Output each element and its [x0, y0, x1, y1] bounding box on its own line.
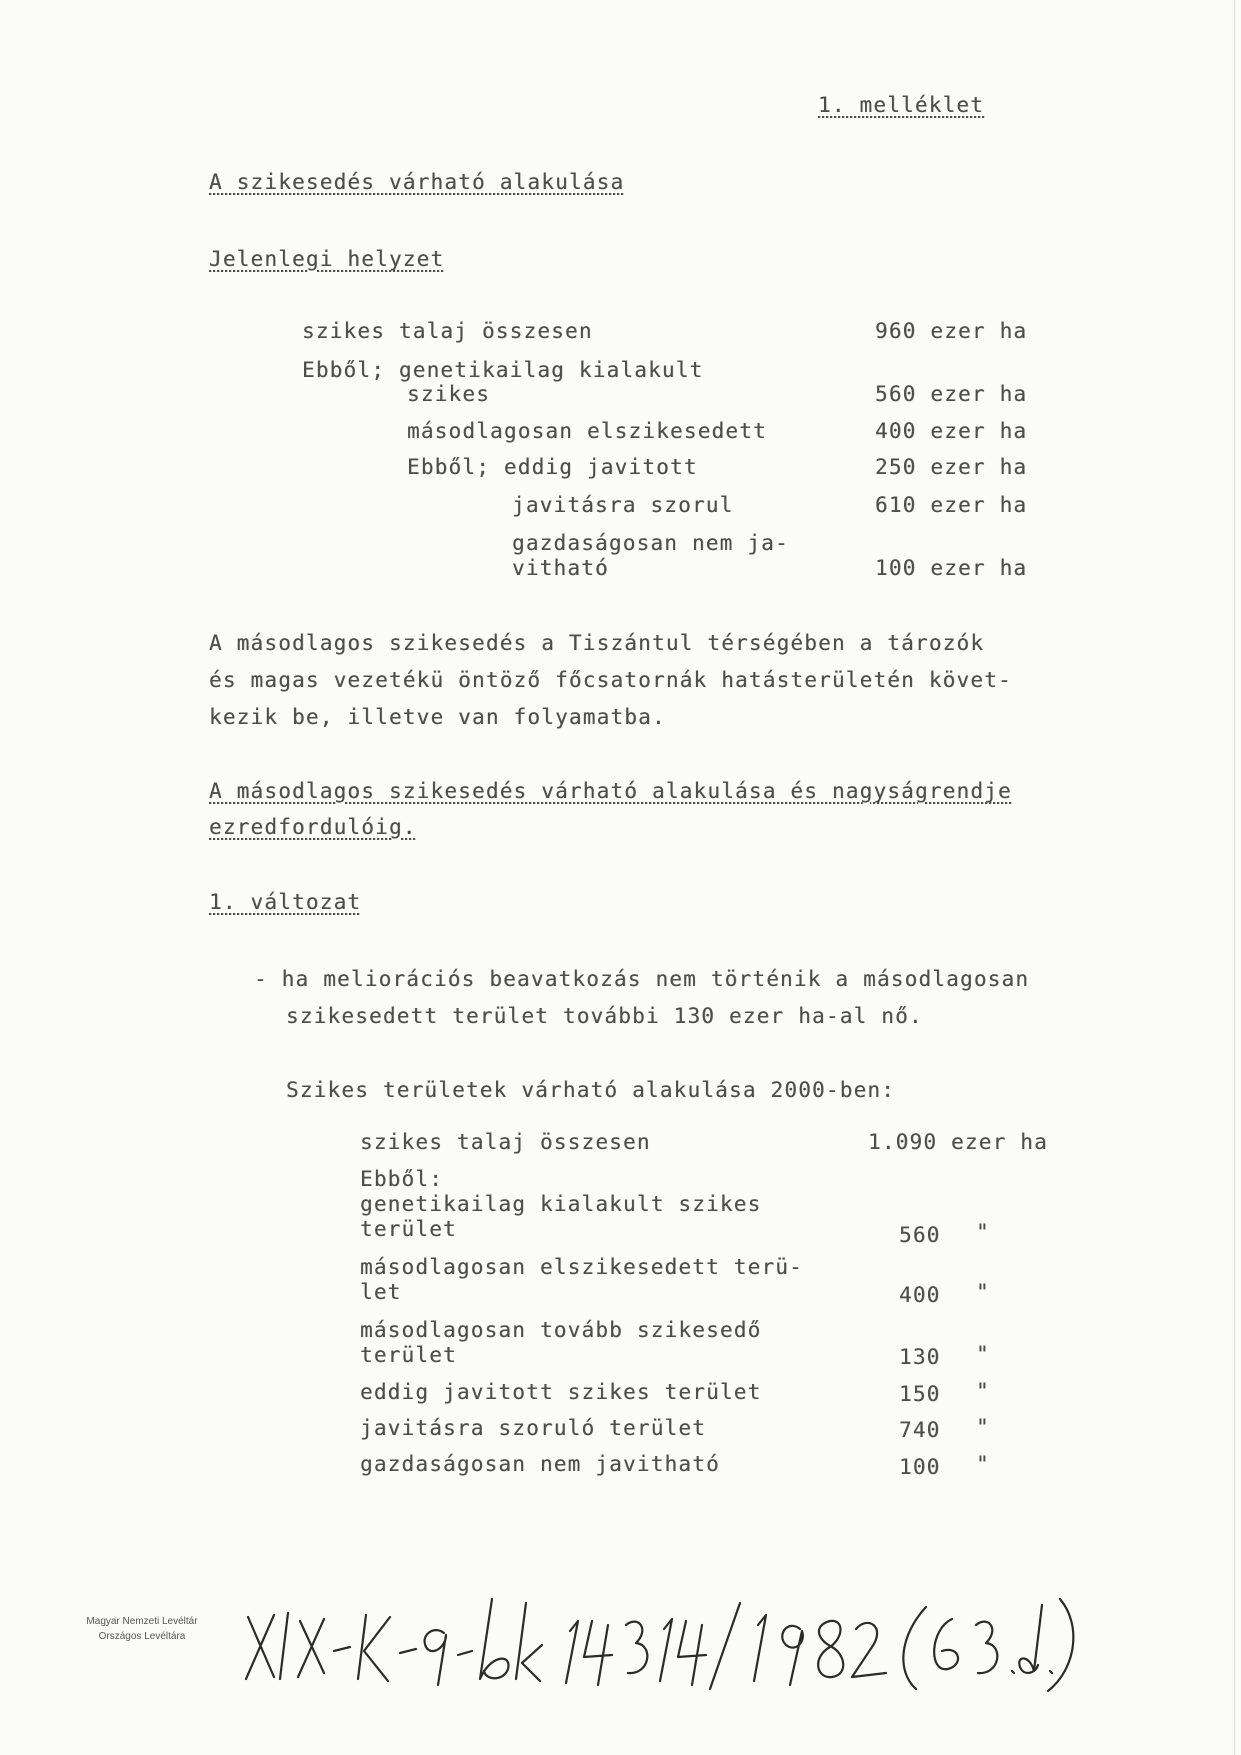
forecast-row-label: javitásra szoruló terület	[360, 1416, 707, 1440]
annex-label: 1. melléklet	[818, 93, 985, 117]
current-row-label: másodlagosan elszikesedett	[407, 419, 767, 443]
current-row-value: 400 ezer ha	[875, 419, 1028, 443]
forecast-row-label: Ebből:	[360, 1167, 444, 1191]
forecast-row-label: genetikailag kialakult szikes	[360, 1192, 762, 1216]
current-row-label: szikes talaj összesen	[302, 319, 593, 343]
forecast-row-label: terület	[360, 1217, 457, 1241]
current-situation-heading: Jelenlegi helyzet	[209, 247, 445, 271]
forecast-row-label: gazdaságosan nem javitható	[360, 1452, 720, 1476]
current-row-value: 610 ezer ha	[875, 493, 1028, 517]
forecast-row-label: terület	[360, 1343, 457, 1367]
forecast-row-value: 560	[899, 1223, 941, 1247]
forecast-row-value: 740	[899, 1418, 941, 1442]
ditto-mark: "	[976, 1379, 990, 1403]
current-row-label: gazdaságosan nem ja-	[512, 531, 789, 555]
forecast-row-label: másodlagosan tovább szikesedő	[360, 1318, 762, 1342]
bullet-line: szikesedett terület további 130 ezer ha-al nő.	[286, 1004, 923, 1028]
variant-heading: 1. változat	[209, 890, 362, 914]
archive-subname: Országos Levéltára	[98, 1631, 186, 1642]
forecast-row-value: 100	[899, 1455, 941, 1479]
current-row-value: 960 ezer ha	[875, 319, 1028, 343]
paragraph-line: és magas vezetékü öntöző főcsatornák hatásterületén követ-	[209, 668, 1012, 692]
current-row-value: 560 ezer ha	[875, 382, 1028, 406]
archive-name: Magyar Nemzeti Levéltár	[86, 1616, 198, 1627]
current-row-label: Ebből; eddig javitott	[407, 455, 698, 479]
forecast-heading-line: A másodlagos szikesedés várható alakulása és nagyságrendje	[209, 779, 1012, 803]
archive-stamp	[72, 1614, 212, 1644]
bullet-line: - ha meliorációs beavatkozás nem történik a másodlagosan	[254, 967, 1030, 991]
current-row-label: javitásra szorul	[512, 493, 734, 517]
current-row-value: 250 ezer ha	[875, 455, 1028, 479]
ditto-mark: "	[976, 1415, 990, 1439]
forecast-row-value: 150	[899, 1382, 941, 1406]
paragraph-line: kezik be, illetve van folyamatba.	[209, 705, 666, 729]
handwritten-reference-signature	[240, 1585, 1080, 1695]
page-edge-line	[1234, 0, 1235, 1755]
ditto-mark: "	[976, 1280, 990, 1304]
forecast-row-value: 1.090 ezer ha	[868, 1130, 1048, 1154]
ditto-mark: "	[976, 1220, 990, 1244]
forecast-row-label: eddig javitott szikes terület	[360, 1380, 762, 1404]
forecast-row-label: másodlagosan elszikesedett terü-	[360, 1255, 803, 1279]
ditto-mark: "	[976, 1342, 990, 1366]
forecast-row-value: 400	[899, 1283, 941, 1307]
forecast-row-label: let	[360, 1280, 402, 1304]
ditto-mark: "	[976, 1452, 990, 1476]
paragraph-line: A másodlagos szikesedés a Tiszántul térségében a tározók	[209, 631, 985, 655]
current-row-label: szikes	[407, 382, 491, 406]
document-title: A szikesedés várható alakulása	[209, 170, 625, 194]
current-row-label: vitható	[512, 556, 609, 580]
current-row-value: 100 ezer ha	[875, 556, 1028, 580]
forecast-row-value: 130	[899, 1345, 941, 1369]
forecast-subheading: Szikes területek várható alakulása 2000-ben:	[286, 1078, 896, 1102]
forecast-heading-line: ezredfordulóig.	[209, 815, 417, 839]
current-row-label: Ebből; genetikailag kialakult	[302, 358, 704, 382]
forecast-row-label: szikes talaj összesen	[360, 1130, 651, 1154]
